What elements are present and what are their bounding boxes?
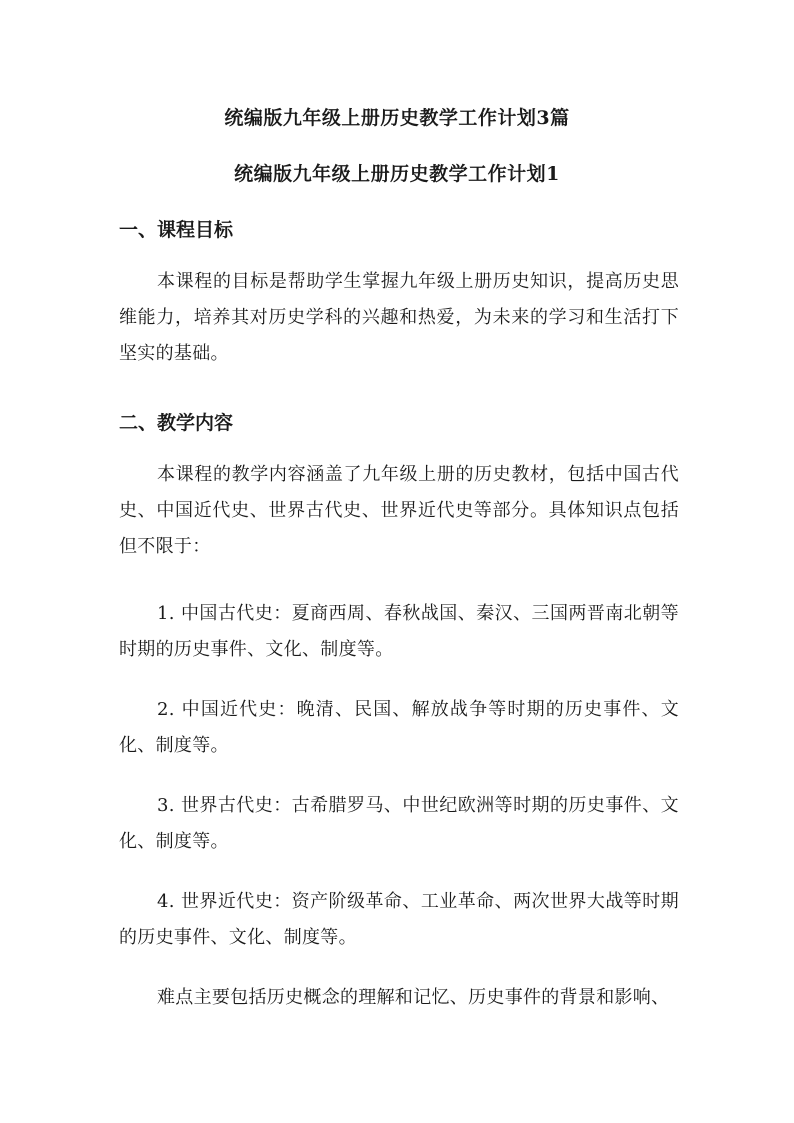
closing-paragraph: 难点主要包括历史概念的理解和记忆、历史事件的背景和影响、: [157, 987, 670, 1008]
document-title: 统编版九年级上册历史教学工作计划3篇: [224, 107, 570, 129]
list-item: 4. 世界近代史：资产阶级革命、工业革命、两次世界大战等时期的历史事件、文化、制度等。: [119, 891, 679, 948]
list-item: 2. 中国近代史：晚清、民国、解放战争等时期的历史事件、文化、制度等。: [119, 699, 679, 756]
section-paragraph-content: 本课程的教学内容涵盖了九年级上册的历史教材，包括中国古代史、中国近代史、世界古代史、世界近代史等部分。具体知识点包括但不限于：: [119, 464, 679, 557]
section-paragraph-goals: 本课程的目标是帮助学生掌握九年级上册历史知识，提高历史思维能力，培养其对历史学科的兴趣和热爱，为未来的学习和生活打下坚实的基础。: [119, 271, 679, 364]
list-item: 3. 世界古代史：古希腊罗马、中世纪欧洲等时期的历史事件、文化、制度等。: [119, 795, 679, 852]
section-heading-content: 二、教学内容: [119, 412, 234, 434]
document-subtitle: 统编版九年级上册历史教学工作计划1: [234, 163, 560, 185]
list-item: 1. 中国古代史：夏商西周、春秋战国、秦汉、三国两晋南北朝等时期的历史事件、文化、制度等。: [119, 603, 679, 660]
section-heading-goals: 一、课程目标: [119, 219, 234, 241]
